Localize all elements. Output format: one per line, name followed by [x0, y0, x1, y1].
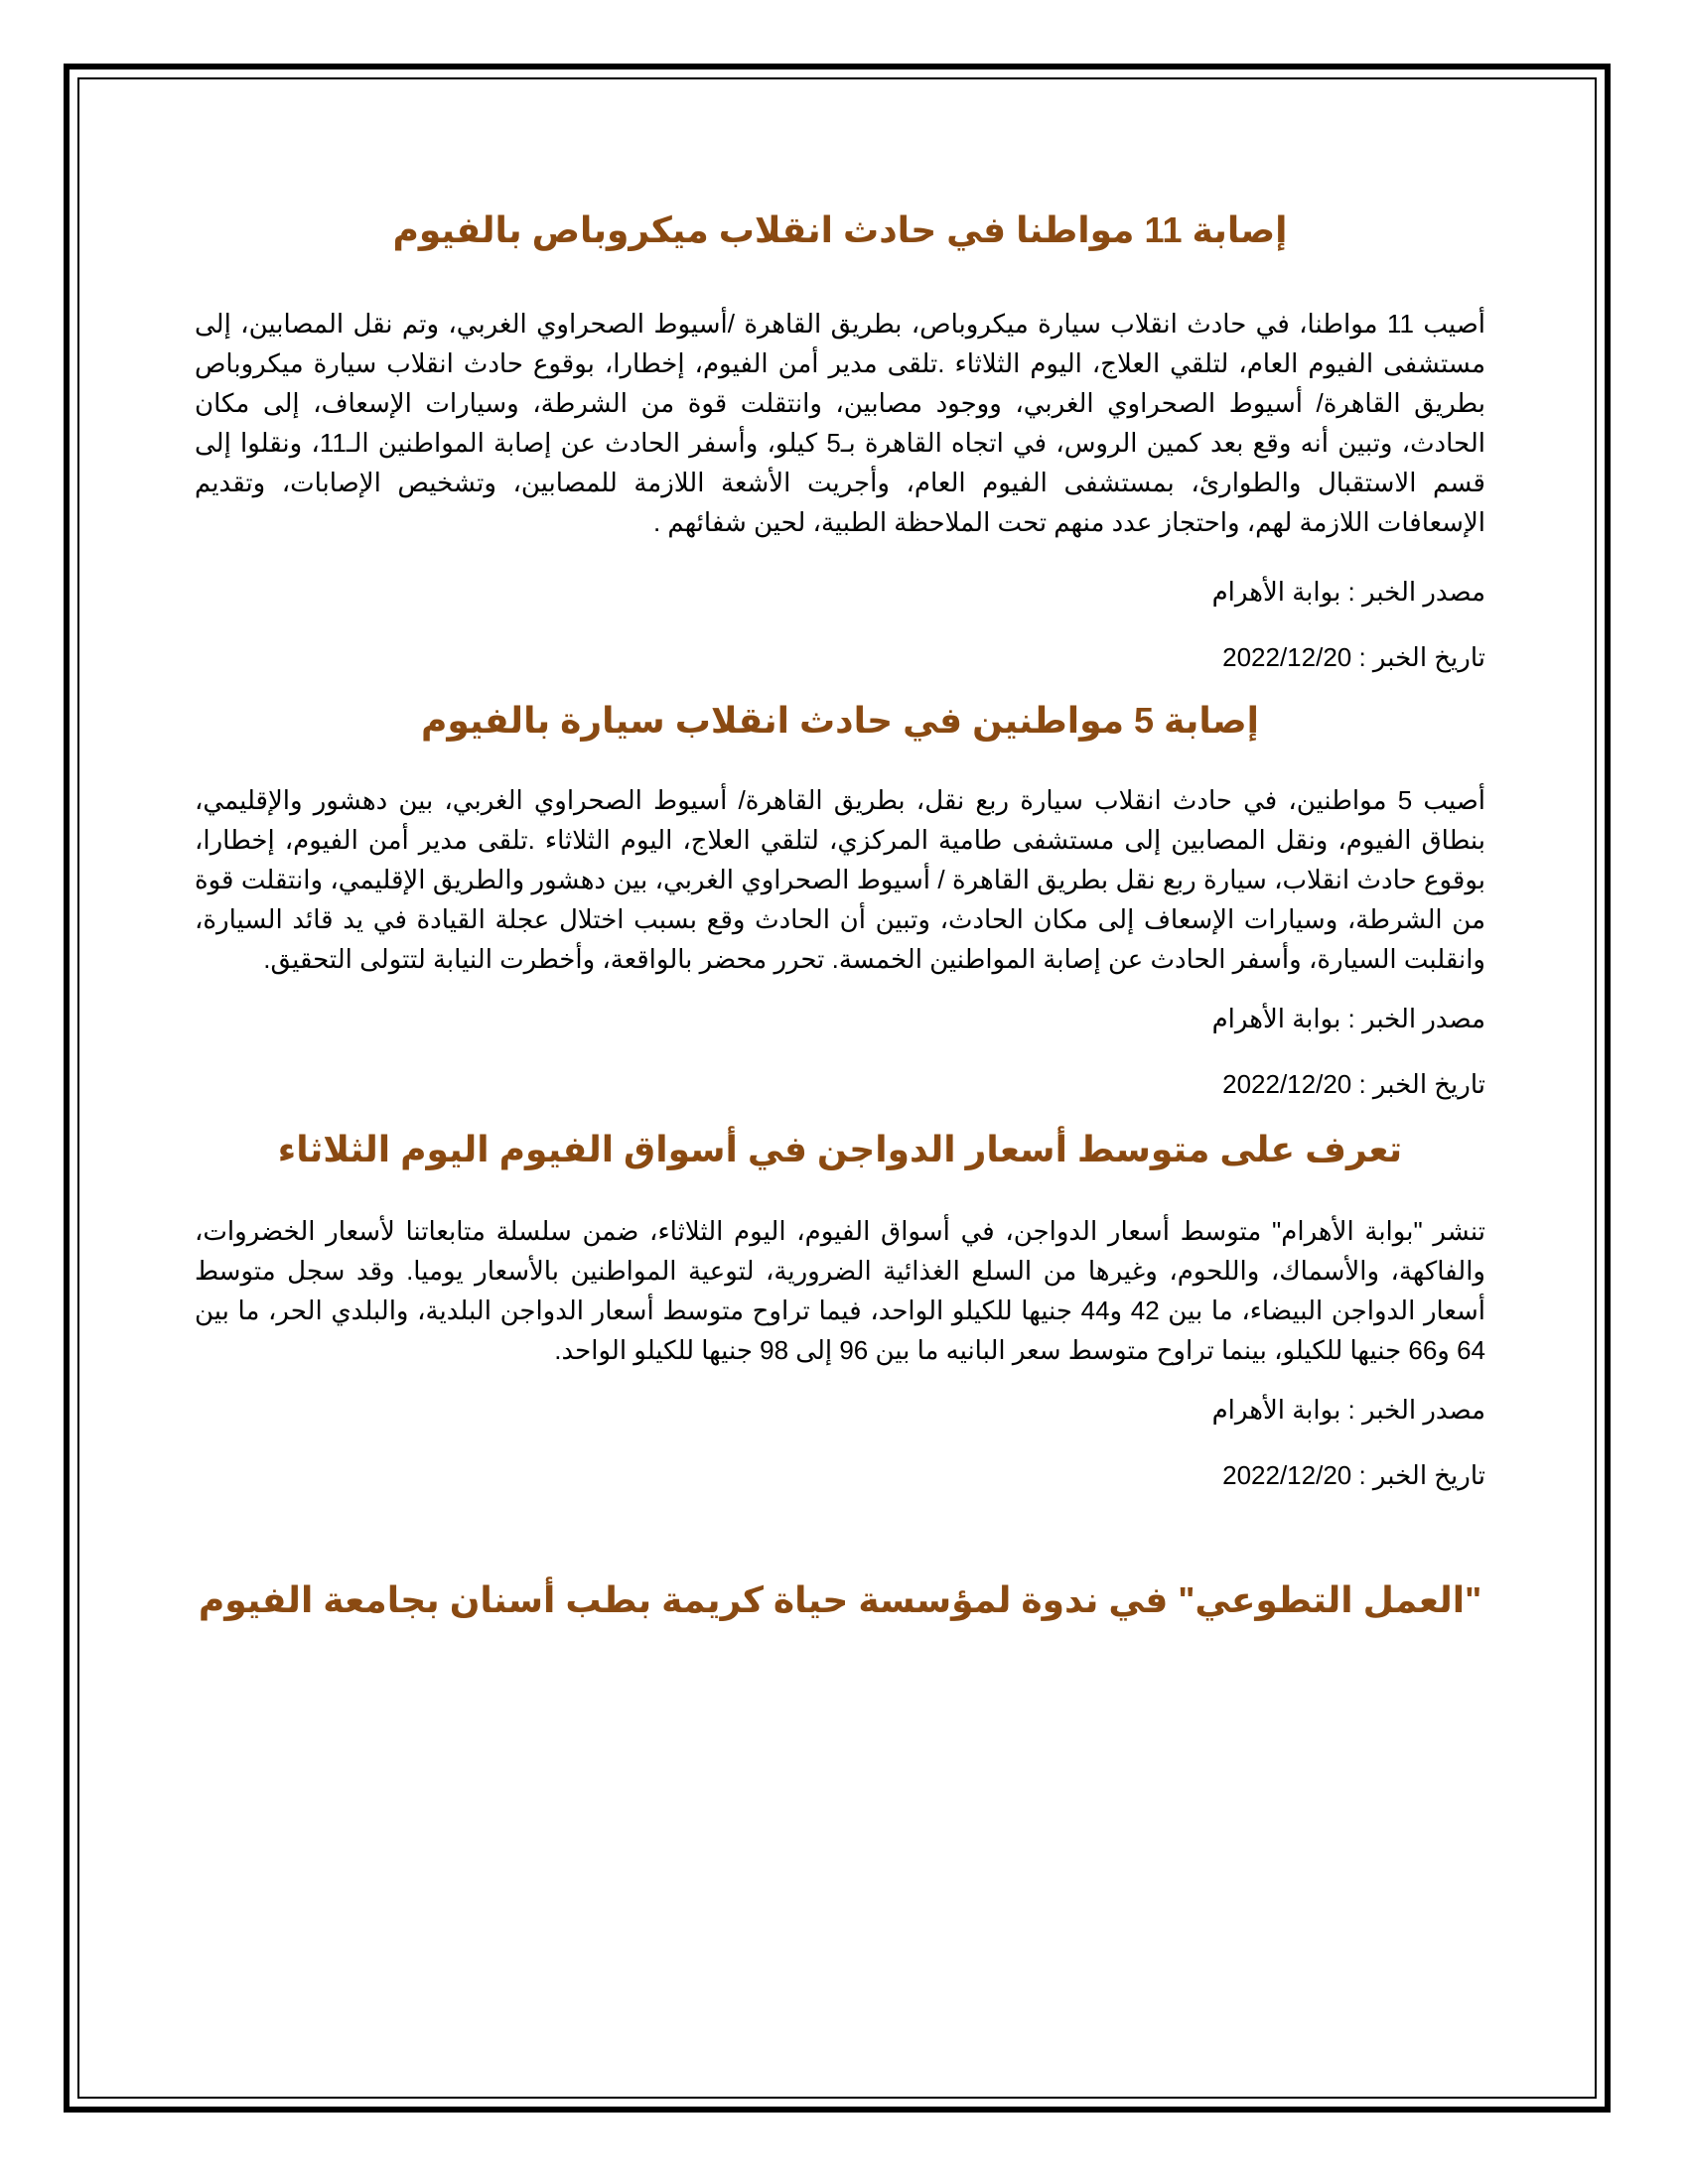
article-title: إصابة 11 مواطنا في حادث انقلاب ميكروباص بالفيوم — [392, 209, 1288, 250]
article-date: تاريخ الخبر : 2022/12/20 — [1222, 642, 1485, 672]
article-body: أصيب 11 مواطنا، في حادث انقلاب سيارة ميكروباص، بطريق القاهرة /أسيوط الصحراوي الغربي، وتم نقل المصابين، إلى مستشفى الفيوم العام، لتلقي العلاج، اليوم الثلاثاء .تلقى مدير أمن الفيوم، إخطارا، بوقوع حادث انقلاب سيارة ميكروباص بطريق القاهرة/ أسيوط الصحراوي الغربي، ووجود مصابين، وانتقلت قوة من الشرطة، وسيارات الإسعاف، إلى مكان الحادث، وتبين أنه وقع بعد كمين الروس، في اتجاه القاهرة بـ5 كيلو، وأسفر الحادث عن إصابة المواطنين الـ11، ونقلوا إلى قسم الاستقبال والطوارئ، بمستشفى الفيوم العام، وأجريت الأشعة اللازمة للمصابين، وتشخيص الإصابات، وتقديم الإسعافات اللازمة لهم، واحتجاز عدد منهم تحت الملاحظة الطبية، لحين شفائهم . — [195, 309, 1485, 537]
article-source: مصدر الخبر : بوابة الأهرام — [1211, 1004, 1485, 1033]
article-title: تعرف على متوسط أسعار الدواجن في أسواق الفيوم اليوم الثلاثاء — [277, 1129, 1403, 1169]
article-source: مصدر الخبر : بوابة الأهرام — [1211, 577, 1485, 607]
article-poultry-prices — [195, 1126, 1485, 1495]
article-source: مصدر الخبر : بوابة الأهرام — [1211, 1395, 1485, 1425]
article-title: "العمل التطوعي" في ندوة لمؤسسة حياة كريمة بطب أسنان بجامعة الفيوم — [198, 1579, 1482, 1620]
article-title: إصابة 5 مواطنين في حادث انقلاب سيارة بالفيوم — [420, 700, 1260, 741]
document-content — [195, 189, 1485, 1624]
article-body: أصيب 5 مواطنين، في حادث انقلاب سيارة ربع نقل، بطريق القاهرة/ أسيوط الصحراوي الغربي، بين دهشور والإقليمي، بنطاق الفيوم، ونقل المصابين إلى مستشفى طامية المركزي، لتلقي العلاج، اليوم الثلاثاء .تلقى مدير أمن الفيوم، إخطارا، بوقوع حادث انقلاب، سيارة ربع نقل بطريق القاهرة / أسيوط الصحراوي الغربي، بين دهشور والطريق الإقليمي، وانتقلت قوة من الشرطة، وسيارات الإسعاف إلى مكان الحادث، وتبين أن الحادث وقع بسبب اختلال عجلة القيادة في يد قائد السيارة، وانقلبت السيارة، وأسفر الحادث عن إصابة المواطنين الخمسة. تحرر محضر بالواقعة، وأخطرت النيابة لتتولى التحقيق. — [195, 785, 1485, 974]
article-date: تاريخ الخبر : 2022/12/20 — [1222, 1460, 1485, 1490]
article-date: تاريخ الخبر : 2022/12/20 — [1222, 1069, 1485, 1099]
article-injured-11-microbus — [195, 206, 1485, 677]
article-injured-5-car — [195, 697, 1485, 1104]
article-volunteer-work — [195, 1576, 1485, 1624]
article-body: تنشر "بوابة الأهرام" متوسط أسعار الدواجن، في أسواق الفيوم، اليوم الثلاثاء، ضمن سلسلة متابعاتنا لأسعار الخضروات، والفاكهة، والأسماك، واللحوم، وغيرها من السلع الغذائية الضرورية، لتوعية المواطنين بالأسعار يوميا. وقد سجل متوسط أسعار الدواجن البيضاء، ما بين 42 و44 جنيها للكيلو الواحد، فيما تراوح متوسط أسعار الدواجن البلدية، والبلدي الحر، ما بين 64 و66 جنيها للكيلو، بينما تراوح متوسط سعر البانيه ما بين 96 إلى 98 جنيها للكيلو الواحد. — [195, 1216, 1486, 1365]
